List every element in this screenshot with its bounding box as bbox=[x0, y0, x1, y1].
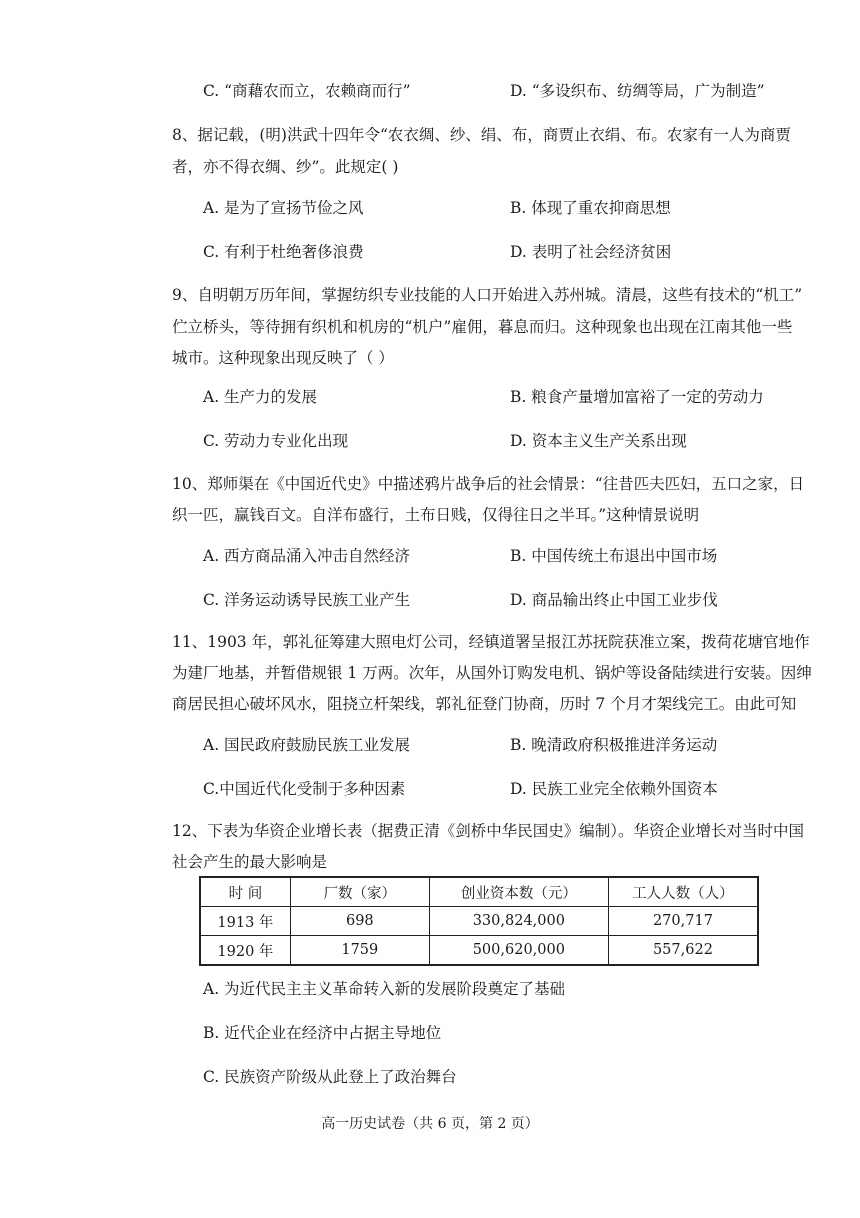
q8-option-b: B. 体现了重农抑商思想 bbox=[510, 199, 671, 217]
q9-option-a: A. 生产力的发展 bbox=[203, 388, 318, 406]
q9-option-d: D. 资本主义生产关系出现 bbox=[510, 432, 687, 450]
table-cell: 330,824,000 bbox=[429, 907, 608, 936]
q9-option-c: C. 劳动力专业化出现 bbox=[203, 432, 349, 450]
q11-option-b: B. 晚清政府积极推进洋务运动 bbox=[510, 736, 718, 754]
table-cell: 698 bbox=[290, 907, 429, 936]
enterprise-growth-table bbox=[199, 876, 759, 966]
table-row bbox=[200, 907, 758, 936]
q9-option-b: B. 粮食产量增加富裕了一定的劳动力 bbox=[510, 388, 764, 406]
q10-stem-line-2: 织一匹，赢钱百文。自洋布盛行，土布日贱，仅得往日之半耳。”这种情景说明 bbox=[172, 506, 700, 524]
q7-option-d: D. “多设织布、纺绸等局，广为制造” bbox=[510, 82, 765, 100]
table-header-row bbox=[200, 877, 758, 907]
table-cell: 1759 bbox=[290, 936, 429, 966]
q10-option-b: B. 中国传统土布退出中国市场 bbox=[510, 547, 718, 565]
q11-option-d: D. 民族工业完全依赖外国资本 bbox=[510, 780, 718, 798]
q11-option-c: C.中国近代化受制于多种因素 bbox=[203, 780, 406, 798]
q9-stem-line-1: 9、自明朝万历年间，掌握纺织专业技能的人口开始进入苏州城。清晨，这些有技术的“机工” bbox=[172, 286, 803, 304]
q7-option-c: C. “商藉农而立，农赖商而行” bbox=[203, 82, 411, 100]
table-cell: 270,717 bbox=[608, 907, 758, 936]
table-cell: 1920 年 bbox=[200, 936, 290, 966]
header-cell-time: 时 间 bbox=[200, 877, 290, 907]
q9-stem-line-2: 伫立桥头，等待拥有织机和机房的“机户”雇佣，暮息而归。这种现象也出现在江南其他一些 bbox=[172, 318, 793, 336]
q11-stem-line-2: 为建厂地基，并暂借规银 1 万两。次年，从国外订购发电机、锅炉等设备陆续进行安装。因绅 bbox=[172, 664, 812, 682]
q12-option-c: C. 民族资产阶级从此登上了政治舞台 bbox=[203, 1068, 457, 1086]
header-cell-workers: 工人人数（人） bbox=[608, 877, 758, 907]
q8-option-c: C. 有利于杜绝奢侈浪费 bbox=[203, 243, 364, 261]
q10-option-a: A. 西方商品涌入冲击自然经济 bbox=[203, 547, 411, 565]
q9-stem-line-3: 城市。这种现象出现反映了（ ） bbox=[172, 349, 394, 367]
q12-stem-line-2: 社会产生的最大影响是 bbox=[172, 853, 328, 871]
table-cell: 557,622 bbox=[608, 936, 758, 966]
q10-stem-line-1: 10、郑师渠在《中国近代史》中描述鸦片战争后的社会情景：“往昔匹夫匹妇，五口之家，日 bbox=[172, 475, 805, 493]
page-footer: 高一历史试卷（共 6 页，第 2 页） bbox=[321, 1116, 539, 1132]
q10-option-d: D. 商品输出终止中国工业步伐 bbox=[510, 591, 718, 609]
header-cell-factories: 厂数（家） bbox=[290, 877, 429, 907]
q8-stem-line-2: 者，亦不得衣绸、纱”。此规定( ) bbox=[172, 158, 399, 176]
q11-option-a: A. 国民政府鼓励民族工业发展 bbox=[203, 736, 411, 754]
table-cell: 1913 年 bbox=[200, 907, 290, 936]
q12-option-b: B. 近代企业在经济中占据主导地位 bbox=[203, 1024, 442, 1042]
table-cell: 500,620,000 bbox=[429, 936, 608, 966]
q8-stem-line-1: 8、据记载，(明)洪武十四年令“农衣绸、纱、绢、布，商贾止衣绢、布。农家有一人为商贾 bbox=[172, 126, 791, 144]
q12-option-a: A. 为近代民主主义革命转入新的发展阶段奠定了基础 bbox=[203, 980, 566, 998]
table-row bbox=[200, 936, 758, 966]
q10-option-c: C. 洋务运动诱导民族工业产生 bbox=[203, 591, 411, 609]
q8-option-d: D. 表明了社会经济贫困 bbox=[510, 243, 672, 261]
header-cell-capital: 创业资本数（元） bbox=[429, 877, 608, 907]
q8-option-a: A. 是为了宣扬节俭之风 bbox=[203, 199, 364, 217]
q11-stem-line-1: 11、1903 年，郭礼征筹建大照电灯公司，经镇道署呈报江苏抚院获准立案，拨荷花塘官地作 bbox=[172, 633, 810, 651]
q12-stem-line-1: 12、下表为华资企业增长表（据费正清《剑桥中华民国史》编制）。华资企业增长对当时中国 bbox=[172, 822, 804, 840]
q11-stem-line-3: 商居民担心破坏风水，阻挠立杆架线，郭礼征登门协商，历时 7 个月才架线完工。由此可知 bbox=[172, 695, 797, 713]
